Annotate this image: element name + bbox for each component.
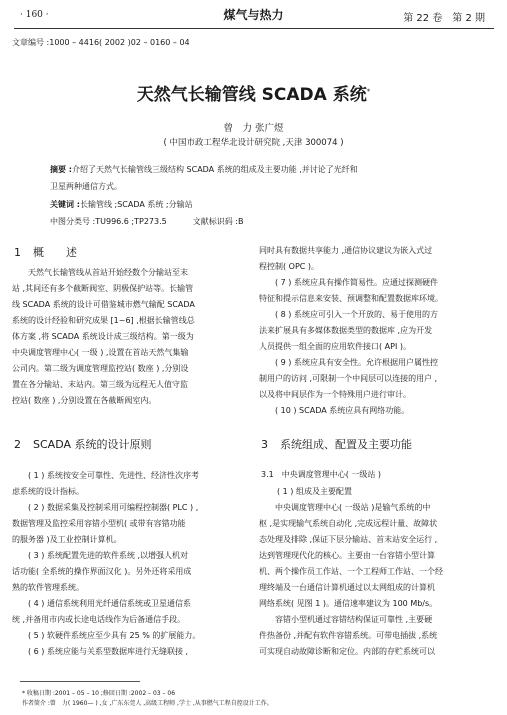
body-line: 天然气长输管线从首站开始经数个分输站至末 — [28, 268, 188, 277]
body-line: 公司内。第二级为调度管理监控站( 数座 ) ,分别设 — [12, 364, 189, 373]
body-line: 达到管理现代化的核心。主要由一台容错小型计算 — [259, 551, 435, 560]
journal-name: 煤气与热力 — [223, 8, 284, 22]
body-line: 的服务器 )及工业控制计算机。 — [12, 535, 122, 544]
issue-info: 第 22 卷 第 2 期 — [403, 13, 485, 24]
body-line: ( 3 ) 系统配置先进的软件系统 ,以增强人机对 — [28, 551, 189, 560]
footnote-author-bio: 作者简介 :曾 力( 1960— ) ,女 ,广东东莞人 ,高级工程师 ,学士 ,从事燃气工程自控设计工作。 — [22, 700, 273, 707]
body-line: 站 ,其间还有多个截断阀室、阴极保护站等。长输管 — [12, 284, 194, 293]
body-line: 系统的设计经验和研究成果 [1~6] ,根据长输管线总 — [12, 316, 195, 325]
body-line: ( 9 ) 系统应具有安全性。允许根据用户属性控 — [275, 358, 438, 367]
classification — [50, 216, 269, 227]
body-line: ( 8 ) 系统应可引入一个开放的、易于使用的方 — [275, 310, 438, 319]
section-2-heading — [14, 436, 152, 452]
section-2-body — [12, 468, 248, 660]
section-3-number: 3 — [261, 438, 268, 451]
affiliation: ( 中国市政工程华北设计研究院 ,天津 300074 ) — [163, 138, 344, 148]
clc-number: 中图分类号 :TU996.6 ;TP273.5 — [50, 217, 167, 226]
body-line: 统 ,并备用市内或长途电话线作为后备通信手段。 — [12, 615, 186, 624]
abstract-label: 摘要 : — [50, 165, 72, 174]
body-line: ( 2 ) 数据采集及控制采用可编程控制器( PLC ) , — [28, 503, 199, 512]
page-number: · 160 · — [20, 10, 49, 20]
body-line: 程控制( OPC )。 — [259, 262, 320, 271]
keywords-text: 长输管线 ;SCADA 系统 ;分输站 — [79, 200, 193, 209]
right-column-top — [259, 243, 495, 419]
body-line: 同时具有数据共享能力 ,通信协议建议为嵌入式过 — [259, 246, 433, 255]
article-title — [0, 80, 507, 105]
body-line: 以及将中间层作为一个特殊用户进行审计。 — [259, 390, 411, 399]
body-line: ( 4 ) 通信系统利用光纤通信系统或卫星通信系 — [28, 599, 191, 608]
subsection-3-1: 3.1 中央调度管理中心( 一级站 ) — [261, 470, 382, 479]
body-line: 人员提供一组全面的应用软件接口( API )。 — [259, 342, 411, 351]
body-line: 特征和提示信息来安装、预调整和配置数据库环境。 — [259, 294, 443, 303]
section-1-heading — [14, 244, 77, 260]
section-1-body — [12, 265, 248, 409]
body-line: 体方案 ,将 SCADA 系统设计成三级结构。第一级为 — [12, 332, 194, 341]
article-number: 文章编号 :1000 – 4416( 2002 )02 – 0160 – 04 — [12, 38, 190, 47]
section-3-body — [259, 500, 495, 660]
section-1-number: 1 — [14, 246, 21, 259]
body-line: 理终端及一台通信计算机通过以太网组成的计算机 — [259, 583, 435, 592]
abstract-line-2: 卫星两种通信方式。 — [50, 182, 122, 191]
section-3-title: 系统组成、配置及主要功能 — [280, 438, 412, 451]
body-line: 制用户的访问 ,可限制一个中间层可以连接的用户 , — [259, 374, 438, 383]
title-footnote-mark: * — [366, 87, 371, 96]
footnote-received: * 收稿日期 :2001 – 05 – 10 ;修回日期 :2002 – 03 – 06 — [22, 690, 176, 697]
authors: 曾 力 张广煜 — [223, 123, 284, 134]
keywords — [50, 198, 455, 211]
section-2-number: 2 — [14, 438, 21, 451]
body-line: ( 1 ) 系统按安全可靠性、先进性、经济性次序考 — [28, 471, 199, 480]
body-line: 熟的软件管理系统。 — [12, 583, 84, 592]
subsection-3-1-item-1: ( 1 ) 组成及主要配置 — [277, 487, 352, 496]
body-line: 态处理及排除 ,保证下层分输站、首末站安全运行 , — [259, 535, 438, 544]
abstract-text-1: 介绍了天然气长输管线三级结构 SCADA 系统的组成及主要功能 ,并讨论了光纤和 — [71, 165, 358, 174]
title-text: 天然气长输管线 SCADA 系统 — [136, 85, 367, 105]
body-line: ( 5 ) 软硬件系统应至少具有 25 % 的扩展能力。 — [28, 631, 201, 640]
keywords-label: 关键词 : — [50, 200, 80, 209]
body-line: 虑系统的设计指标。 — [12, 487, 84, 496]
body-line: 话功能( 全系统的操作界面汉化 )。另外还将采用成 — [12, 567, 192, 576]
section-3-heading — [261, 436, 412, 452]
body-line: ( 6 ) 系统应能与关系型数据库进行无缝联接 , — [28, 647, 189, 656]
body-line: 件热备份 ,并配有软件容错系统。可带电插拔 ,系统 — [259, 631, 438, 640]
document-code: 文献标识码 :B — [192, 217, 244, 226]
footnote-rule — [20, 681, 140, 682]
abstract-line-1 — [50, 163, 455, 176]
body-line: 数据管理及监控采用容错小型机( 或带有容错功能 — [12, 519, 186, 528]
body-line: 网络系统( 见图 1 )。通信速率建议为 100 Mb/s。 — [259, 599, 438, 608]
body-line: ( 10 ) SCADA 系统应具有网络功能。 — [275, 406, 410, 415]
section-1-title: 概 述 — [33, 246, 77, 259]
body-line: 中央调度管理中心( 一级 ) ,设置在首站天然气集输 — [12, 348, 189, 357]
body-line: 法来扩展具有多媒体数据类型的数据库 ,应为开发 — [259, 326, 433, 335]
body-line: 线 SCADA 系统的设计可借鉴城市燃气输配 SCADA — [12, 300, 195, 309]
body-line: 枢 ,是实现输气系统自动化 ,完成远程计量、故障状 — [259, 519, 438, 528]
body-line: 置在各分输站、末站内。第三级为远程无人值守监 — [12, 380, 188, 389]
header-rule — [14, 28, 494, 29]
body-line: 容错小型机通过容错结构保证可靠性 ,主要硬 — [275, 615, 433, 624]
body-line: 控站( 数座 ) ,分别设置在各截断阀室内。 — [12, 396, 157, 405]
body-line: ( 7 ) 系统应具有操作简易性。应通过探测硬件 — [275, 278, 438, 287]
body-line: 可实现自动故障诊断和定位。内部的存贮系统可以 — [259, 647, 435, 656]
body-line: 中央调度管理中心( 一级站 )是输气系统的中 — [275, 503, 431, 512]
body-line: 机、两个操作员工作站、一个工程师工作站、一个经 — [259, 567, 443, 576]
section-2-title: SCADA 系统的设计原则 — [33, 438, 152, 451]
